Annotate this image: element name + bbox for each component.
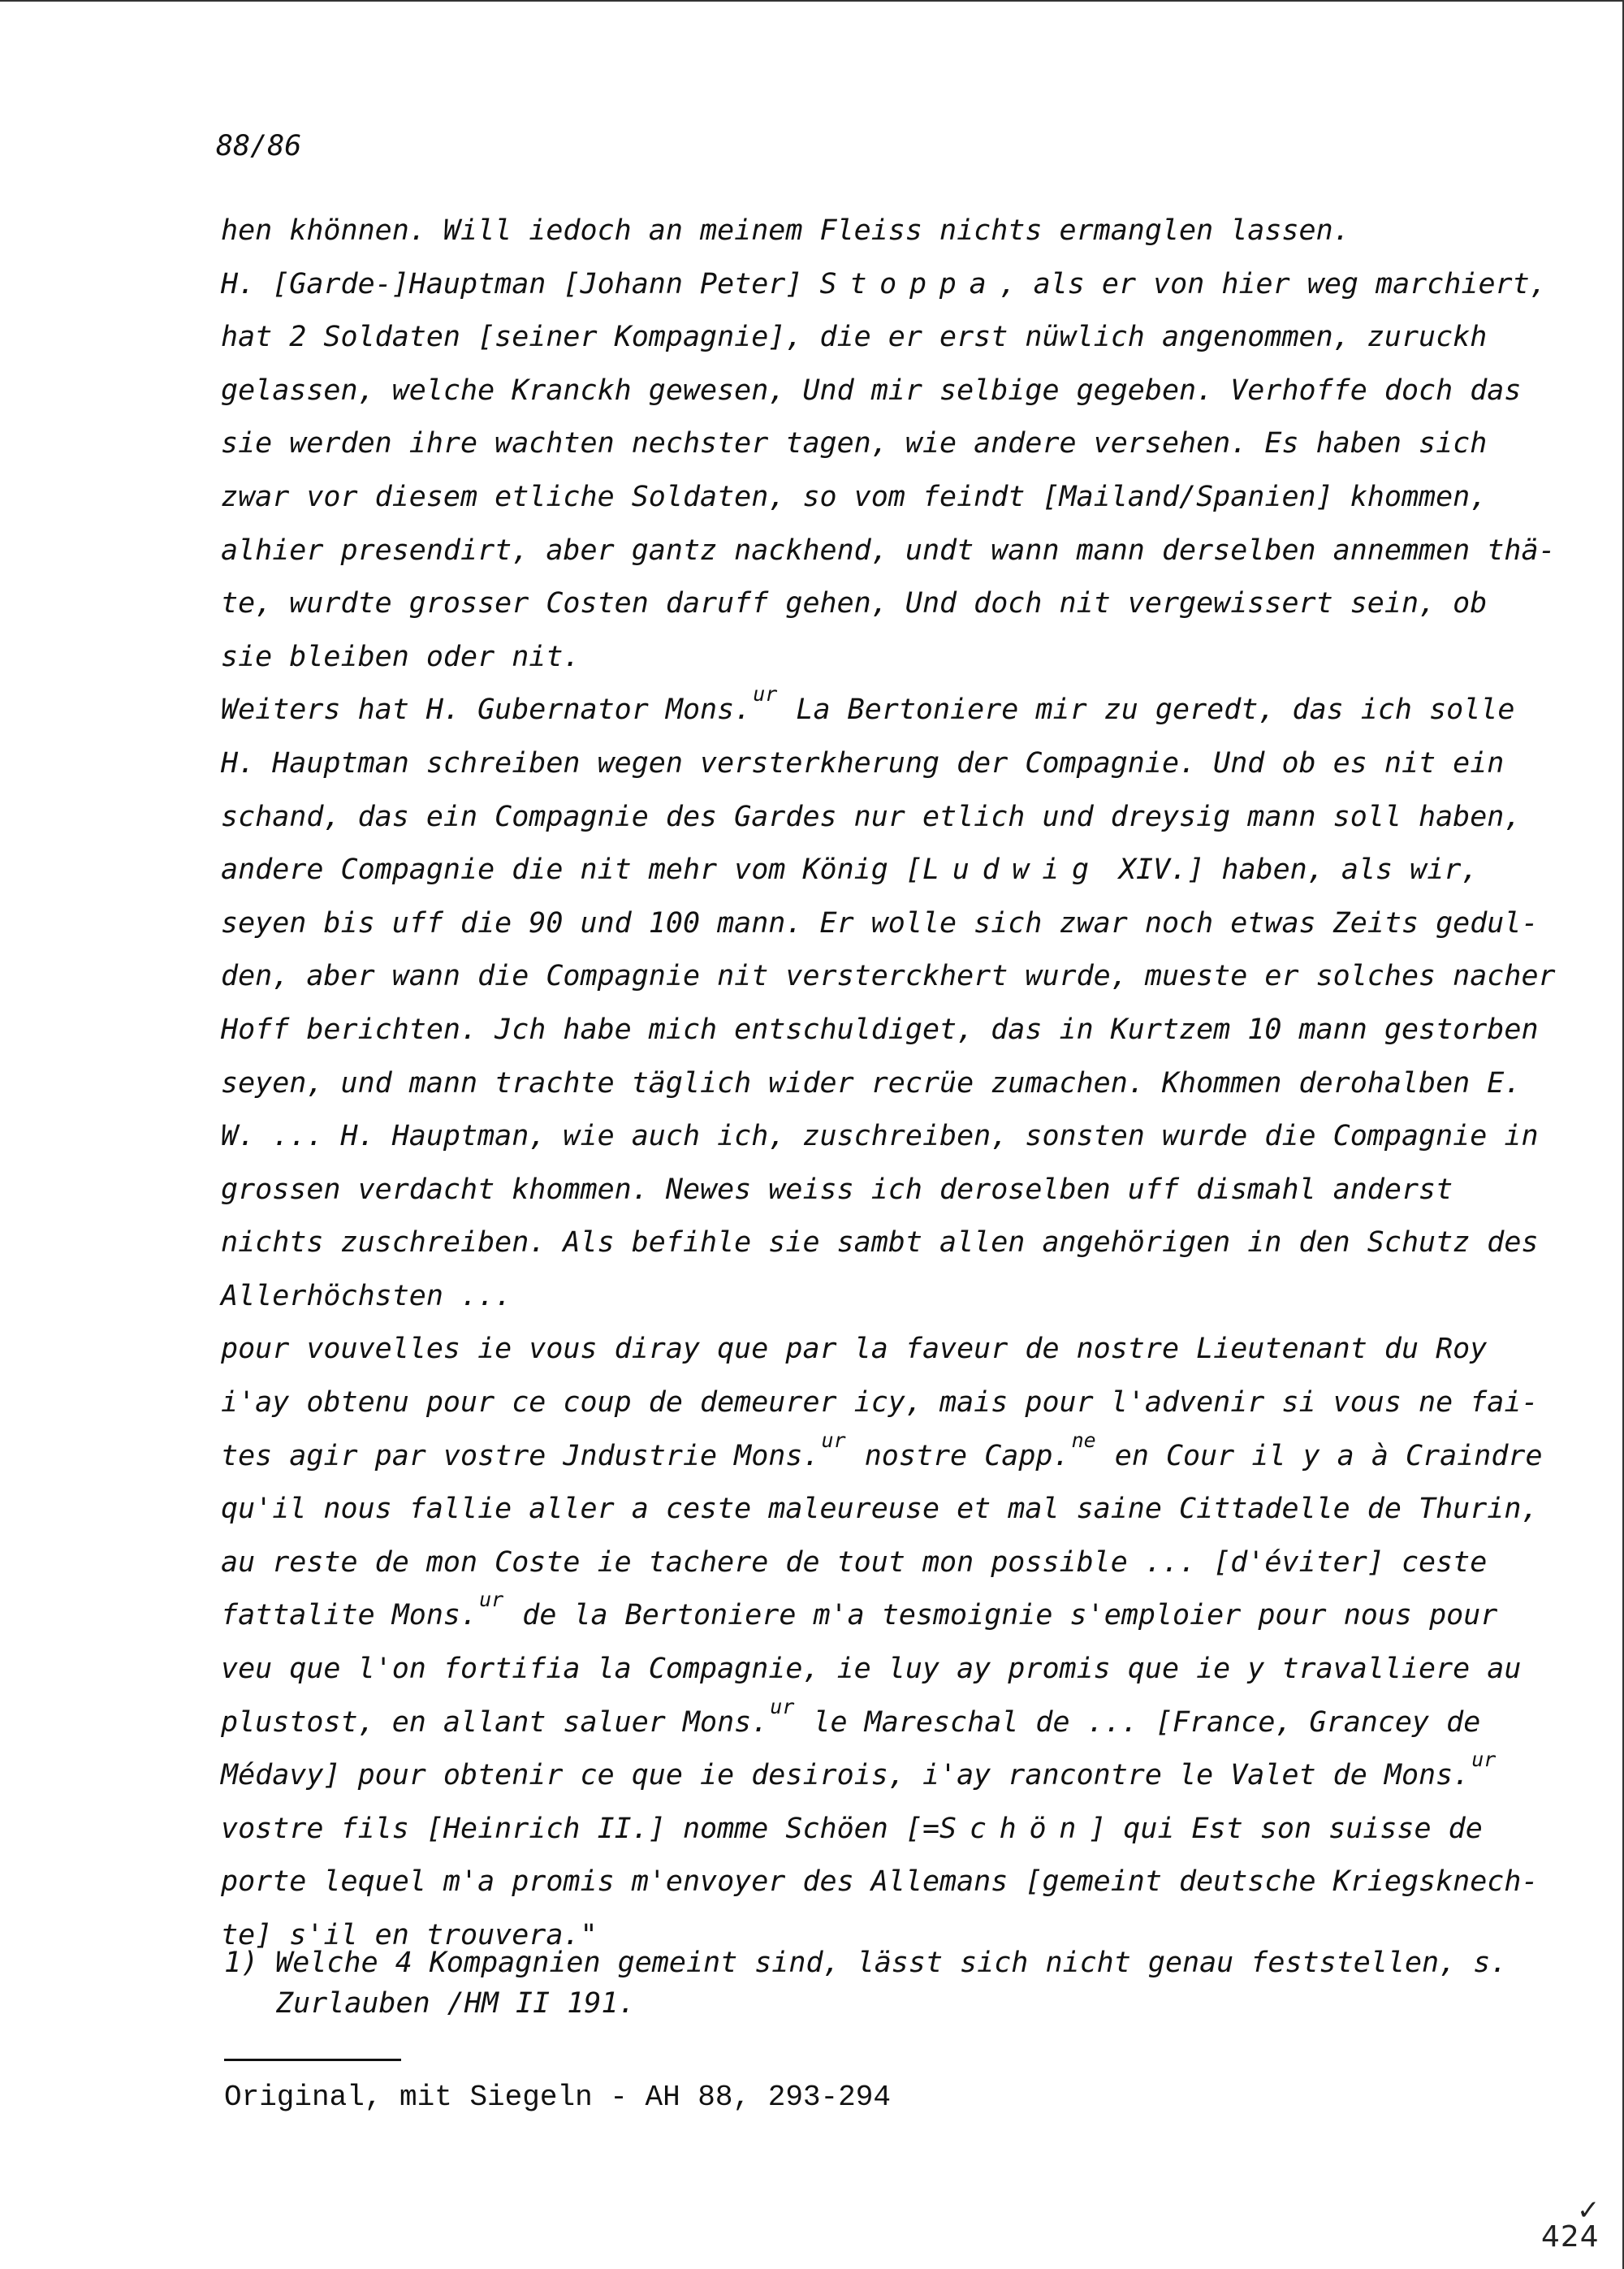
text-line: hat 2 Soldaten [seiner Kompagnie], die er erst nüwlich angenommen, zuruckh xyxy=(221,321,1488,354)
source-note: Original, mit Siegeln - AH 88, 293-294 xyxy=(224,2081,891,2114)
text-line: sie bleiben oder nit. xyxy=(221,640,581,673)
text-line: sie werden ihre wachten nechster tagen, wie andere versehen. Es haben sich xyxy=(221,427,1488,460)
text-line: schand, das ein Compagnie des Gardes nur etlich und dreysig mann soll haben, xyxy=(221,800,1522,833)
text-line: vostre fils [Heinrich II.] nomme Schöen [=Schön] qui Est son suisse de xyxy=(221,1812,1483,1845)
superscript: ur xyxy=(479,1588,504,1612)
superscript: ur xyxy=(1471,1748,1497,1772)
text-line: fattalite Mons.$^{ur}$ de la Bertoniere m'a tesmoignie s'emploier pour nous pour xyxy=(221,1588,1498,1632)
check-mark-icon: ✓ xyxy=(1577,2194,1600,2227)
text-line: H. Hauptman schreiben wegen versterkherung der Compagnie. Und ob es nit ein xyxy=(221,746,1505,780)
archive-mark xyxy=(1541,2194,1614,2259)
footnotes xyxy=(224,1943,1523,2024)
text-line: pour vouvelles ie vous diray que par la faveur de nostre Lieutenant du Roy xyxy=(221,1333,1488,1366)
footnote-line: Zurlauben /HM II 191. xyxy=(276,1987,636,2020)
text-line: grossen verdacht khommen. Newes weiss ich deroselben uff dismahl anderst xyxy=(221,1173,1453,1206)
text-line: te] s'il en trouvera." xyxy=(221,1919,598,1951)
text-line: andere Compagnie die nit mehr vom König [Ludwig XIV.] haben, als wir, xyxy=(221,854,1479,887)
text-line: seyen, und mann trachte täglich wider recrüe zumachen. Khommen derohalben E. xyxy=(221,1066,1522,1100)
text-line: tes agir par vostre Jndustrie Mons.$^{ur}$ nostre Capp.$^{ne}$ en Cour il y a à Craindre xyxy=(221,1428,1543,1472)
text-line: porte lequel m'a promis m'envoyer des Allemans [gemeint deutsche Kriegsknech- xyxy=(221,1865,1539,1899)
text-line: au reste de mon Coste ie tachere de tout mon possible ... [d'éviter] ceste xyxy=(221,1545,1488,1579)
text-line: Médavy] pour obtenir ce que ie desirois, i'ay rancontre le Valet de Mons.$^{ur}$ xyxy=(221,1748,1497,1792)
text-line: te, wurdte grosser Costen daruff gehen, Und doch nit vergewissert sein, ob xyxy=(221,587,1488,620)
superscript: ur xyxy=(821,1428,846,1452)
superscript: ur xyxy=(770,1694,795,1718)
text-line: alhier presendirt, aber gantz nackhend, undt wann mann derselben annemmen thä- xyxy=(221,534,1556,567)
text-line: H. [Garde-]Hauptman [Johann Peter] Stoppa, als er von hier weg marchiert, xyxy=(221,267,1547,300)
text-line: veu que l'on fortifia la Compagnie, ie luy ay promis que ie y travalliere au xyxy=(221,1653,1522,1686)
text-line: zwar vor diesem etliche Soldaten, so vom feindt [Mailand/Spanien] khommen, xyxy=(221,480,1488,513)
spaced-name: Stoppa xyxy=(819,267,1000,300)
text-line: W. ... H. Hauptman, wie auch ich, zuschreiben, sonsten wurde die Compagnie in xyxy=(221,1120,1539,1153)
text-line: qu'il nous fallie aller a ceste maleureuse et mal saine Cittadelle de Thurin, xyxy=(221,1493,1539,1526)
text-line: den, aber wann die Compagnie nit versterckhert wurde, mueste er solches nacher xyxy=(221,960,1556,993)
text-line: Weiters hat H. Gubernator Mons.$^{ur}$ La Bertoniere mir zu geredt, das ich solle xyxy=(221,682,1515,727)
text-line: hen khönnen. Will iedoch an meinem Fleiss nichts ermanglen lassen. xyxy=(221,214,1350,247)
spaced-name: Ludwig xyxy=(922,854,1102,887)
page-number: 88/86 xyxy=(216,130,302,162)
text-line: Allerhöchsten ... xyxy=(221,1279,512,1312)
spaced-name: Schön xyxy=(939,1812,1090,1845)
footnote-line: 1) Welche 4 Kompagnien gemeint sind, lässt sich nicht genau feststellen, s. xyxy=(224,1947,1508,1979)
text-line: seyen bis uff die 90 und 100 mann. Er wolle sich zwar noch etwas Zeits gedul- xyxy=(221,906,1539,940)
text-line: Hoff berichten. Jch habe mich entschuldiget, das in Kurtzem 10 mann gestorben xyxy=(221,1013,1539,1046)
superscript: ne xyxy=(1071,1428,1096,1452)
text-line: i'ay obtenu pour ce coup de demeurer icy, mais pour l'advenir si vous ne fai- xyxy=(221,1386,1539,1420)
text-line: plustost, en allant saluer Mons.$^{ur}$ le Mareschal de ... [France, Grancey de xyxy=(221,1694,1481,1739)
footnote-divider xyxy=(224,2059,401,2061)
superscript: ur xyxy=(753,682,778,707)
archive-number: 424 xyxy=(1541,2220,1600,2254)
text-line: gelassen, welche Kranckh gewesen, Und mir selbige gegeben. Verhoffe doch das xyxy=(221,374,1522,407)
text-line: nichts zuschreiben. Als befihle sie sambt allen angehörigen in den Schutz des xyxy=(221,1226,1539,1260)
